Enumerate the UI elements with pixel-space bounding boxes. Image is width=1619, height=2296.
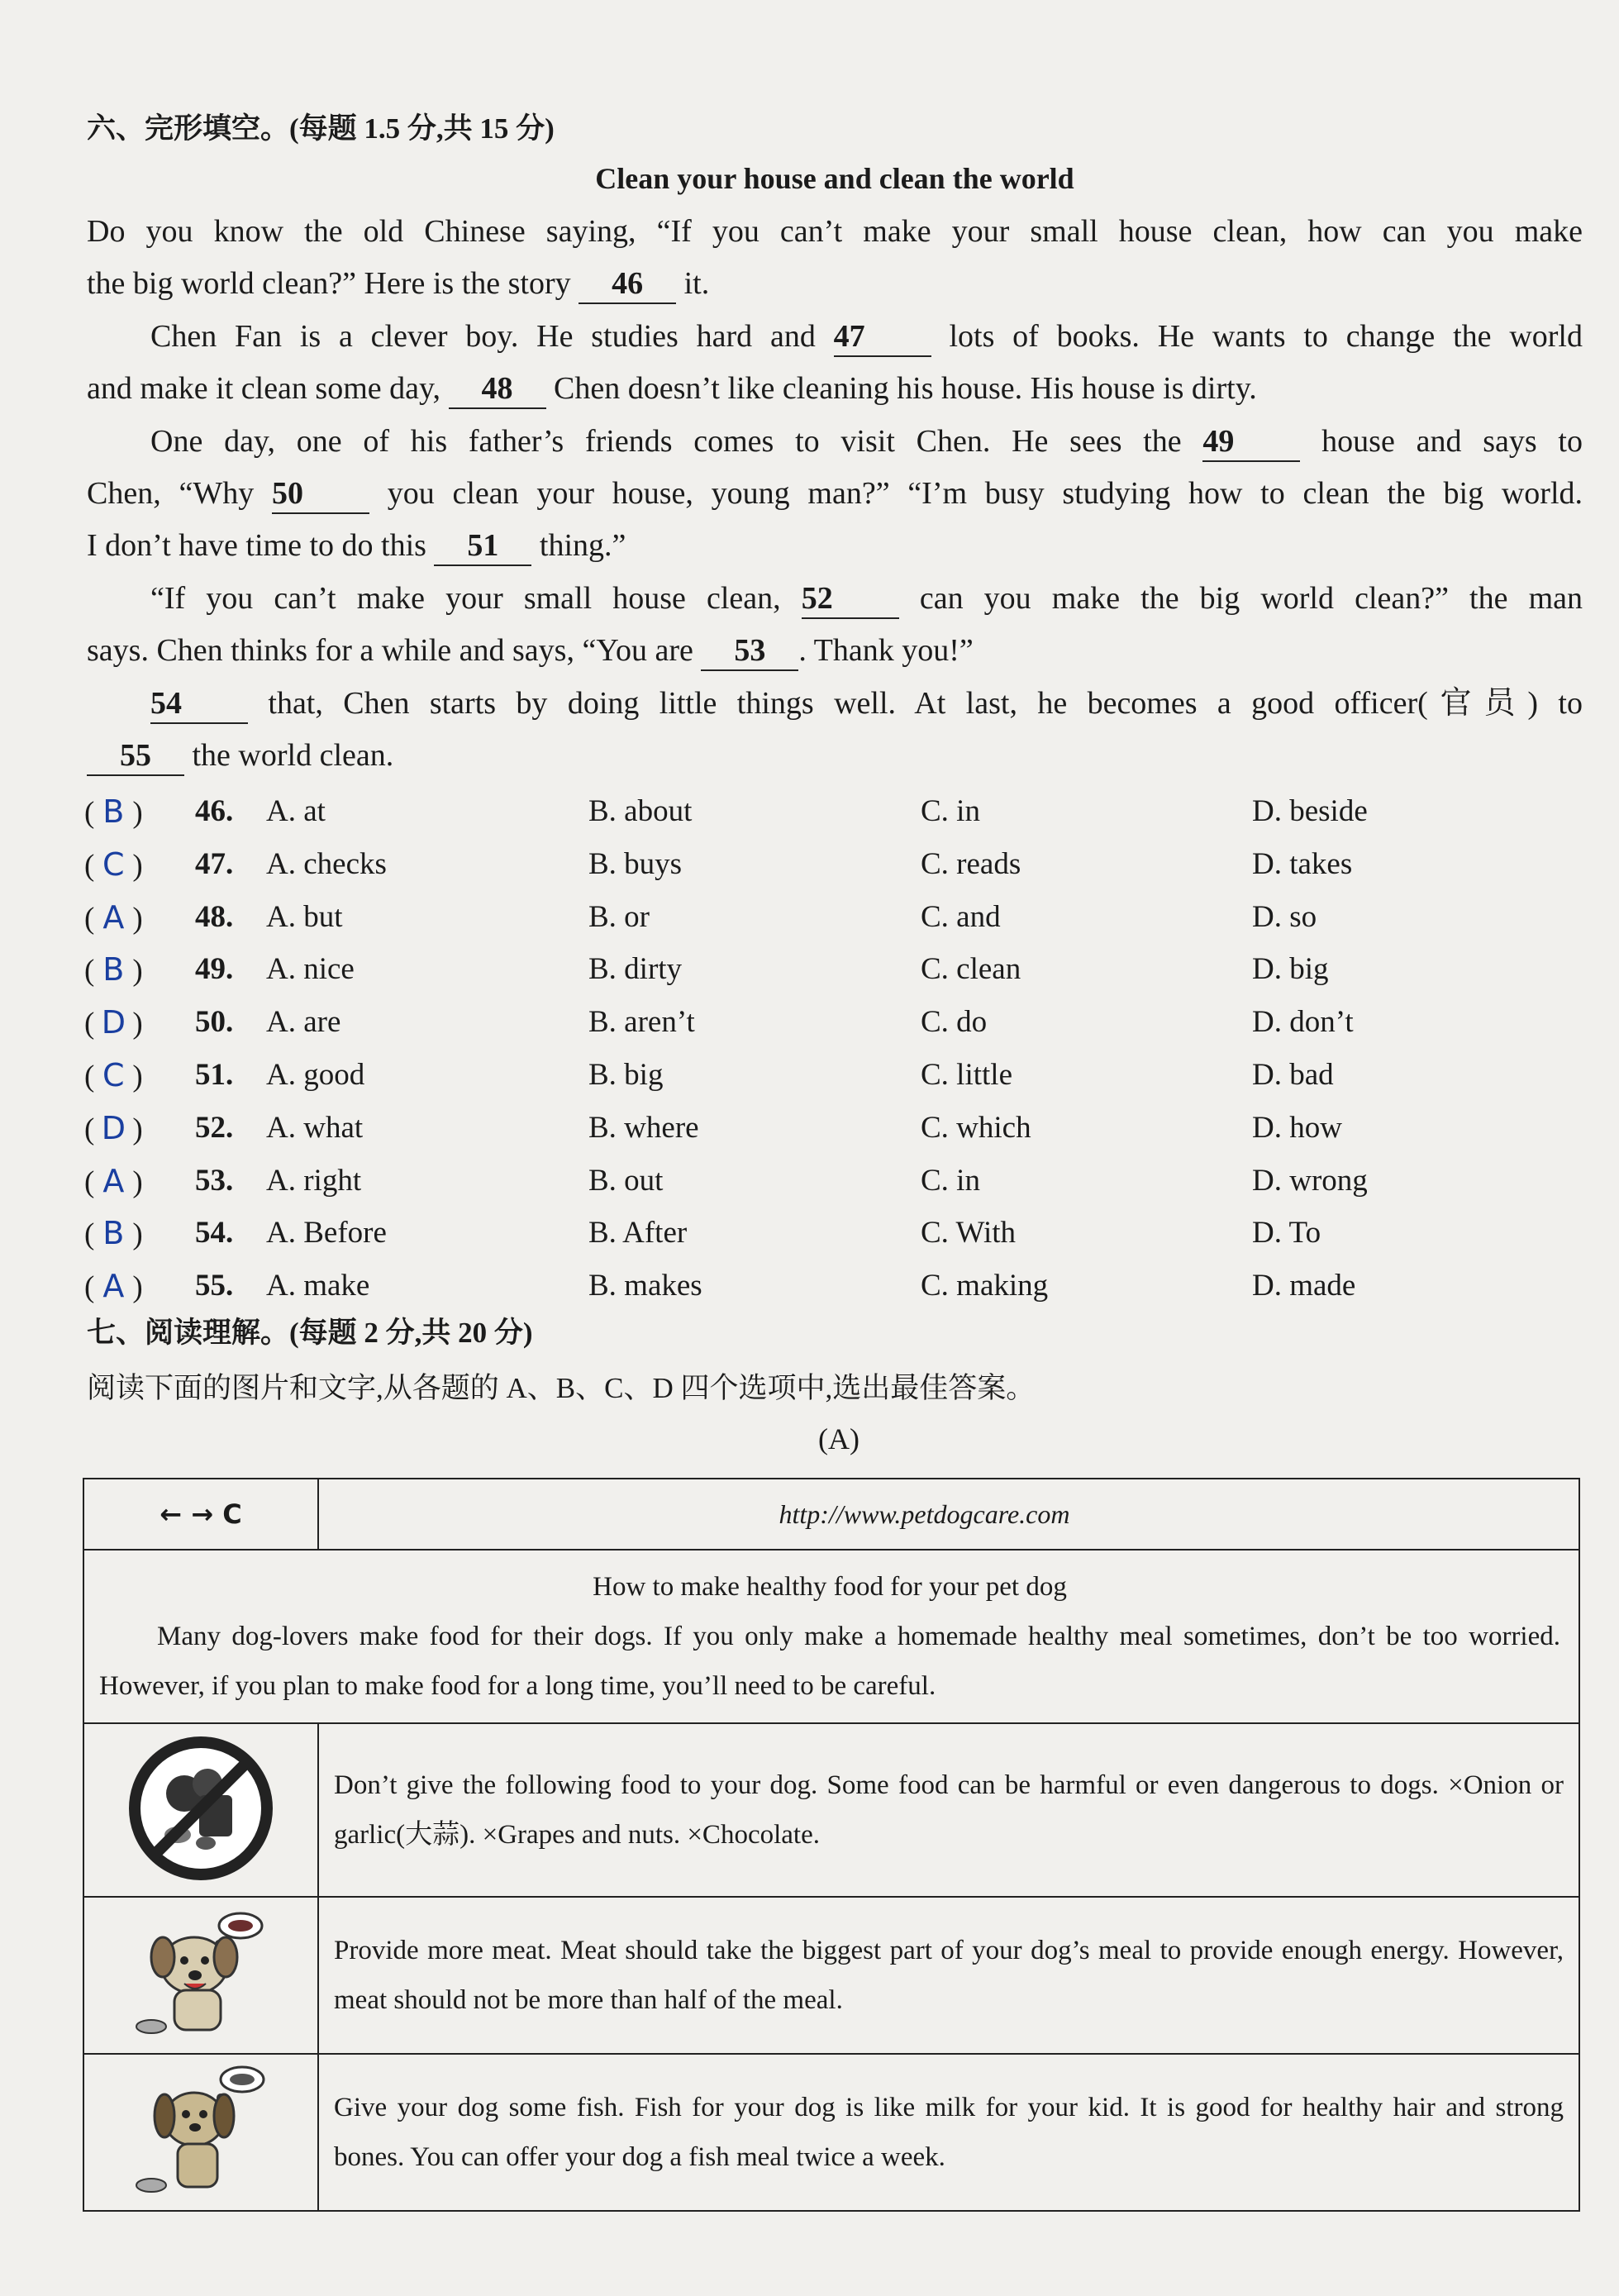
answer-bracket: ( C ) [84,844,143,887]
answer-bracket: ( D ) [84,1002,143,1045]
answer-letter: D [101,1004,126,1041]
option-c: C. With [921,1216,1017,1250]
option-b: B. or [588,899,650,934]
answer-bracket: ( A ) [84,1160,143,1203]
passage-text: Chen Fan is a clever boy. He studies hard and [150,319,834,354]
option-c: C. which [921,1110,1031,1145]
passage-text: Chen doesn’t like cleaning his house. His house is dirty. [545,371,1257,406]
option-c: C. in [921,794,980,828]
option-d: D. wrong [1252,1163,1368,1198]
option-a: A. at [266,794,326,828]
option-b: B. dirty [588,952,683,987]
passage-text: you clean your house, young man?” “I’m busy studying how to clean the big world. [369,476,1583,511]
passage-text: I don’t have time to do this [87,528,435,563]
section-6-title: 六、完形填空。(每题 1.5 分,共 15 分) [87,112,555,145]
option-a: A. but [266,899,343,934]
passage-text: lots of books. He wants to change the world [931,319,1583,354]
passage-text: the big world clean?” Here is the story [87,266,579,301]
option-a: A. checks [266,846,387,881]
answer-bracket: ( A ) [84,897,143,940]
passage-text: Do you know the old Chinese saying, “If you can’t make your small house clean, how can you make [87,214,1583,249]
question-number: 53. [195,1163,234,1198]
answer-letter: B [102,793,125,830]
web-heading: How to make healthy food for your pet dog [593,1572,1067,1602]
no-food-icon [83,1723,318,1897]
question-number: 52. [195,1110,234,1145]
passage-line [87,263,709,304]
passage-line [150,683,1583,724]
answer-bracket: ( B ) [84,949,143,992]
answer-letter: A [102,1268,125,1305]
passage-text: says. Chen thinks for a while and says, “You are [87,633,702,668]
option-a: A. nice [266,952,355,987]
webpage-box [83,1478,1580,2212]
passage-text: house and says to [1300,424,1583,459]
passage-text: “If you can’t make your small house clean, [150,581,802,616]
option-c: C. and [921,899,1001,934]
section-7-title: 七、阅读理解。(每题 2 分,共 20 分) [87,1317,533,1349]
option-b: B. aren’t [588,1005,695,1040]
passage-text: that, Chen starts by doing little things well. At last, he becomes a good officer(官员) to [248,686,1583,721]
answer-bracket: ( B ) [84,1212,143,1255]
answer-letter: D [101,1109,126,1146]
dog-meat-icon [83,1897,318,2054]
passage-text: the world clean. [184,738,394,773]
web-intro-text: Many dog-lovers make food for their dogs. If you only make a homemade healthy meal sometimes, don’t be too worried. However, if you plan to make food for a long time, you’ll need to be careful. [99,1622,1560,1701]
option-b: B. where [588,1110,699,1145]
passage-line [87,630,974,671]
answer-letter: B [102,1215,125,1252]
question-number: 50. [195,1005,234,1040]
passage-text: Chen, “Why [87,476,272,511]
cloze-blank: 53 [701,631,798,671]
passage-title: Clean your house and clean the world [595,162,1074,195]
option-d: D. beside [1252,794,1368,828]
question-number: 48. [195,899,234,934]
passage-text: One day, one of his father’s friends comes to visit Chen. He sees the [150,424,1203,459]
option-a: A. make [266,1269,370,1303]
passage-text: it. [676,266,710,301]
option-d: D. bad [1252,1058,1334,1092]
cloze-blank: 49 [1202,422,1300,462]
option-c: C. in [921,1163,980,1198]
passage-line [87,368,1257,409]
answer-bracket: ( B ) [84,791,143,834]
option-b: B. out [588,1163,664,1198]
option-b: B. buys [588,846,683,881]
option-a: A. good [266,1058,365,1092]
row-text-harmful-food: Don’t give the following food to your dog. Some food can be harmful or even dangerous to dogs. ×Onion or garlic(大蒜). ×Grapes and nuts. ×Chocolate. [318,1723,1579,1897]
answer-letter: C [102,1057,125,1093]
cloze-blank: 48 [449,369,546,409]
answer-letter: C [102,846,125,883]
option-c: C. clean [921,952,1021,987]
passage-line [87,735,393,776]
web-intro [83,1550,1579,1723]
row-text-meat: Provide more meat. Meat should take the biggest part of your dog’s meal to provide enough energy. However, meat should not be more than half of the meal. [318,1897,1579,2054]
question-number: 54. [195,1216,234,1250]
cloze-blank: 52 [802,579,899,619]
option-d: D. To [1252,1216,1321,1250]
option-d: D. so [1252,899,1317,934]
passage-a-label: (A) [818,1422,859,1455]
option-b: B. big [588,1058,664,1092]
answer-bracket: ( A ) [84,1265,143,1308]
answer-letter: A [102,898,125,936]
option-a: A. what [266,1110,364,1145]
option-b: B. After [588,1216,688,1250]
answer-letter: A [102,1162,125,1199]
option-b: B. about [588,794,693,828]
question-number: 51. [195,1058,234,1092]
browser-nav-buttons: ← → C [83,1479,318,1550]
answer-bracket: ( D ) [84,1108,143,1150]
option-a: A. right [266,1163,362,1198]
option-b: B. makes [588,1269,702,1303]
option-d: D. don’t [1252,1005,1354,1040]
dog-fish-icon [83,2054,318,2211]
passage-line [150,578,1583,619]
question-number: 47. [195,846,234,881]
question-number: 49. [195,952,234,987]
option-c: C. reads [921,846,1021,881]
url-bar: http://www.petdogcare.com [318,1479,1579,1550]
answer-bracket: ( C ) [84,1055,143,1098]
option-d: D. takes [1252,846,1353,881]
question-number: 46. [195,794,234,828]
cloze-blank: 55 [87,736,184,776]
cloze-blank: 50 [272,474,369,514]
passage-text: thing.” [531,528,626,563]
cloze-blank: 47 [834,317,931,357]
reading-instruction: 阅读下面的图片和文字,从各题的 A、B、C、D 四个选项中,选出最佳答案。 [87,1372,1036,1404]
passage-line [150,316,1583,357]
option-d: D. made [1252,1269,1356,1303]
cloze-blank: 46 [579,264,676,304]
cloze-blank: 51 [434,526,531,566]
passage-text: can you make the big world clean?” the man [898,581,1583,616]
passage-text: . Thank you!” [798,633,974,668]
passage-line [150,421,1583,462]
passage-line [87,525,626,566]
row-text-fish: Give your dog some fish. Fish for your dog is like milk for your kid. It is good for healthy hair and strong bones. You can offer your dog a fish meal twice a week. [318,2054,1579,2211]
option-c: C. making [921,1269,1049,1303]
option-c: C. do [921,1005,988,1040]
option-d: D. big [1252,952,1329,987]
answer-letter: B [102,951,125,988]
passage-line [87,211,1583,252]
option-d: D. how [1252,1110,1342,1145]
option-c: C. little [921,1058,1012,1092]
passage-text: and make it clean some day, [87,371,449,406]
option-a: A. Before [266,1216,387,1250]
passage-line [87,473,1583,514]
option-a: A. are [266,1005,341,1040]
cloze-blank: 54 [150,684,248,724]
question-number: 55. [195,1269,234,1303]
